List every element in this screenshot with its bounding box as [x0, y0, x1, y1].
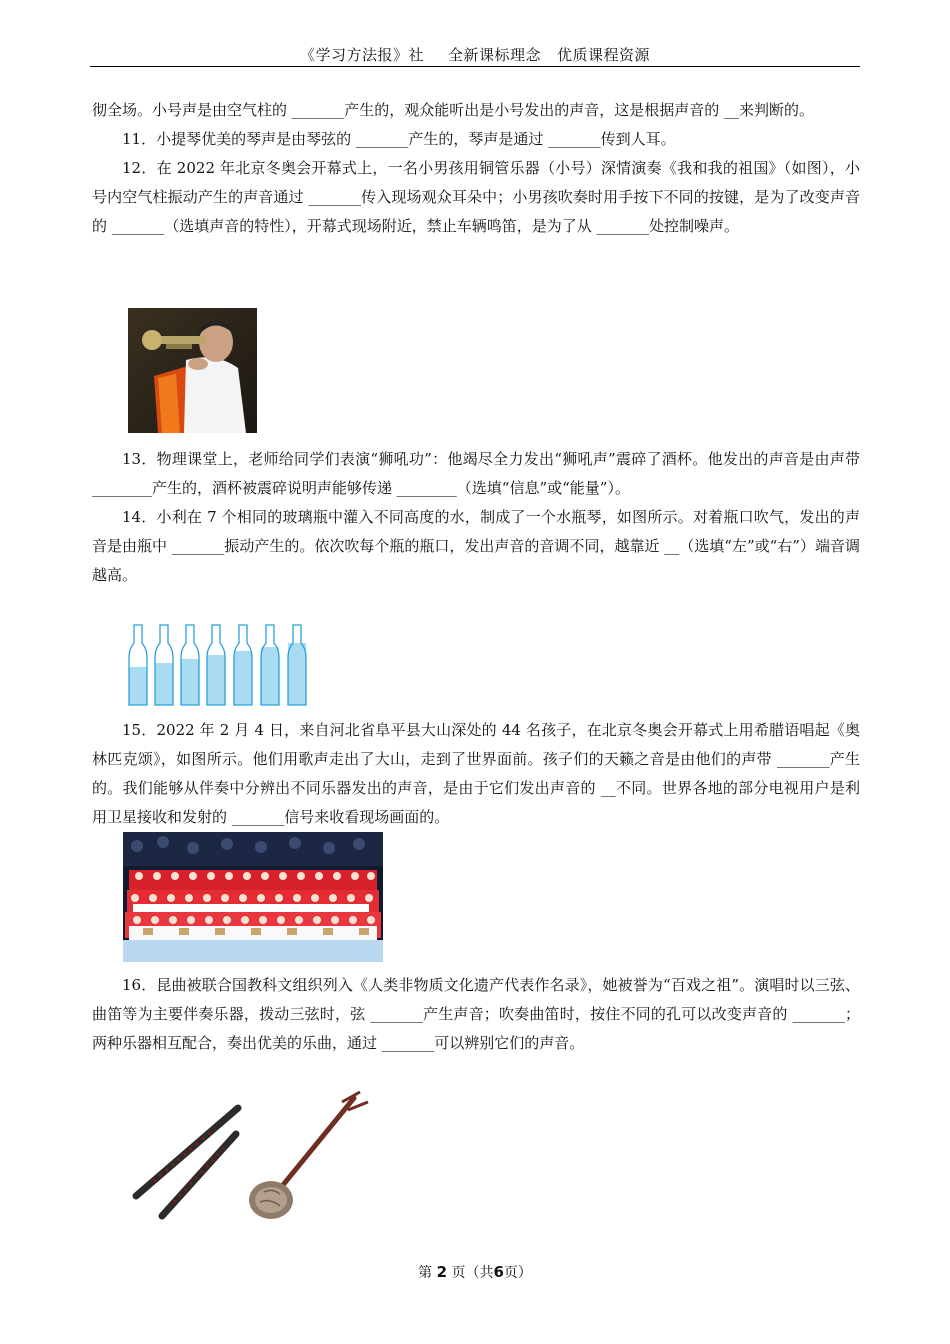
header-brand: 《学习方法报》社 — [299, 46, 424, 64]
page-body-3 — [92, 716, 860, 832]
choir-row-1 — [129, 870, 377, 890]
bottle-5 — [234, 625, 252, 705]
water-bottles-figure — [124, 623, 314, 707]
paragraph-q13: 13．物理课堂上，老师给同学们表演“狮吼功”：他竭尽全力发出“狮吼声”震碎了酒杯。他发出的声音是由声带 ________产生的，酒杯被震碎说明声能够传递 ________（选填“信息”或“能量”）。 — [92, 450, 860, 497]
flute-and-sanxian-figure — [124, 1088, 384, 1228]
trumpet-boy-photo — [128, 308, 257, 433]
paragraph-q12: 12．在 2022 年北京冬奥会开幕式上，一名小男孩用铜管乐器（小号）深情演奏《我和我的祖国》（如图），小号内空气柱振动产生的声音通过 _______传入现场观众耳朵中；小男孩吹奏时用手按下不同的按键，是为了改变声音的 _______（选填声音的特性），开幕式现场附近，禁止车辆鸣笛，是为了从 _______处控制噪声。 — [92, 159, 860, 235]
header-slogan-2: 优质课程资源 — [557, 46, 651, 64]
paragraph-q10-continued: 彻全场。小号声是由空气柱的 _______产生的，观众能听出是小号发出的声音，这是根据声音的 __来判断的。 — [92, 101, 815, 119]
footer-total-pages: 6 — [493, 1263, 504, 1281]
children-choir-photo — [123, 832, 383, 962]
paragraph-q16: 16．昆曲被联合国教科文组织列入《人类非物质文化遗产代表作名录》，她被誉为“百戏之祖”。演唱时以三弦、曲笛等为主要伴奏乐器，拨动三弦时，弦 _______产生声音；吹奏曲笛时，按住不同的孔可以改变声音的 _______；两种乐器相互配合，奏出优美的乐曲，通过 _______可以辨别它们的声音。 — [92, 976, 860, 1052]
bottle-2 — [155, 625, 173, 705]
page-body-2 — [92, 445, 860, 590]
paragraph-q11: 11．小提琴优美的琴声是由琴弦的 _______产生的，琴声是通过 _______传到人耳。 — [122, 130, 676, 148]
header-slogan-1: 全新课标理念 — [447, 46, 541, 64]
page-header — [90, 44, 860, 67]
page-footer — [0, 1262, 950, 1282]
bottle-1 — [129, 625, 147, 705]
footer-page-number: 2 — [436, 1263, 447, 1281]
footer-mid: 页（共 — [451, 1265, 494, 1281]
page-body — [92, 96, 860, 241]
bottle-6 — [261, 625, 279, 705]
choir-row-3 — [125, 912, 381, 940]
paragraph-q14: 14．小利在 7 个相同的玻璃瓶中灌入不同高度的水，制成了一个水瓶琴，如图所示。对着瓶口吹气，发出的声音是由瓶中 _______振动产生的。依次吹每个瓶的瓶口，发出声音的音调不同，越靠近 __（选填“左”或“右”）端音调越高。 — [92, 508, 860, 584]
footer-suffix: 页） — [503, 1265, 532, 1281]
bottle-4 — [207, 625, 225, 705]
paragraph-q15: 15．2022 年 2 月 4 日，来自河北省阜平县大山深处的 44 名孩子，在北京冬奥会开幕式上用希腊语唱起《奥林匹克颂》，如图所示。他们用歌声走出了大山，走到了世界面前。孩子们的天籁之音是由他们的声带 _______产生的。我们能够从伴奏中分辨出不同乐器发出的声音，是由于它们发出声音的 __不同。世界各地的部分电视用户是利用卫星接收和发射的 _______信号来收看现场画面的。 — [92, 721, 860, 826]
choir-row-2 — [127, 890, 379, 912]
page-body-4 — [92, 971, 860, 1058]
bottle-3 — [181, 625, 199, 705]
bottle-7 — [288, 625, 306, 705]
footer-prefix: 第 — [418, 1265, 433, 1281]
